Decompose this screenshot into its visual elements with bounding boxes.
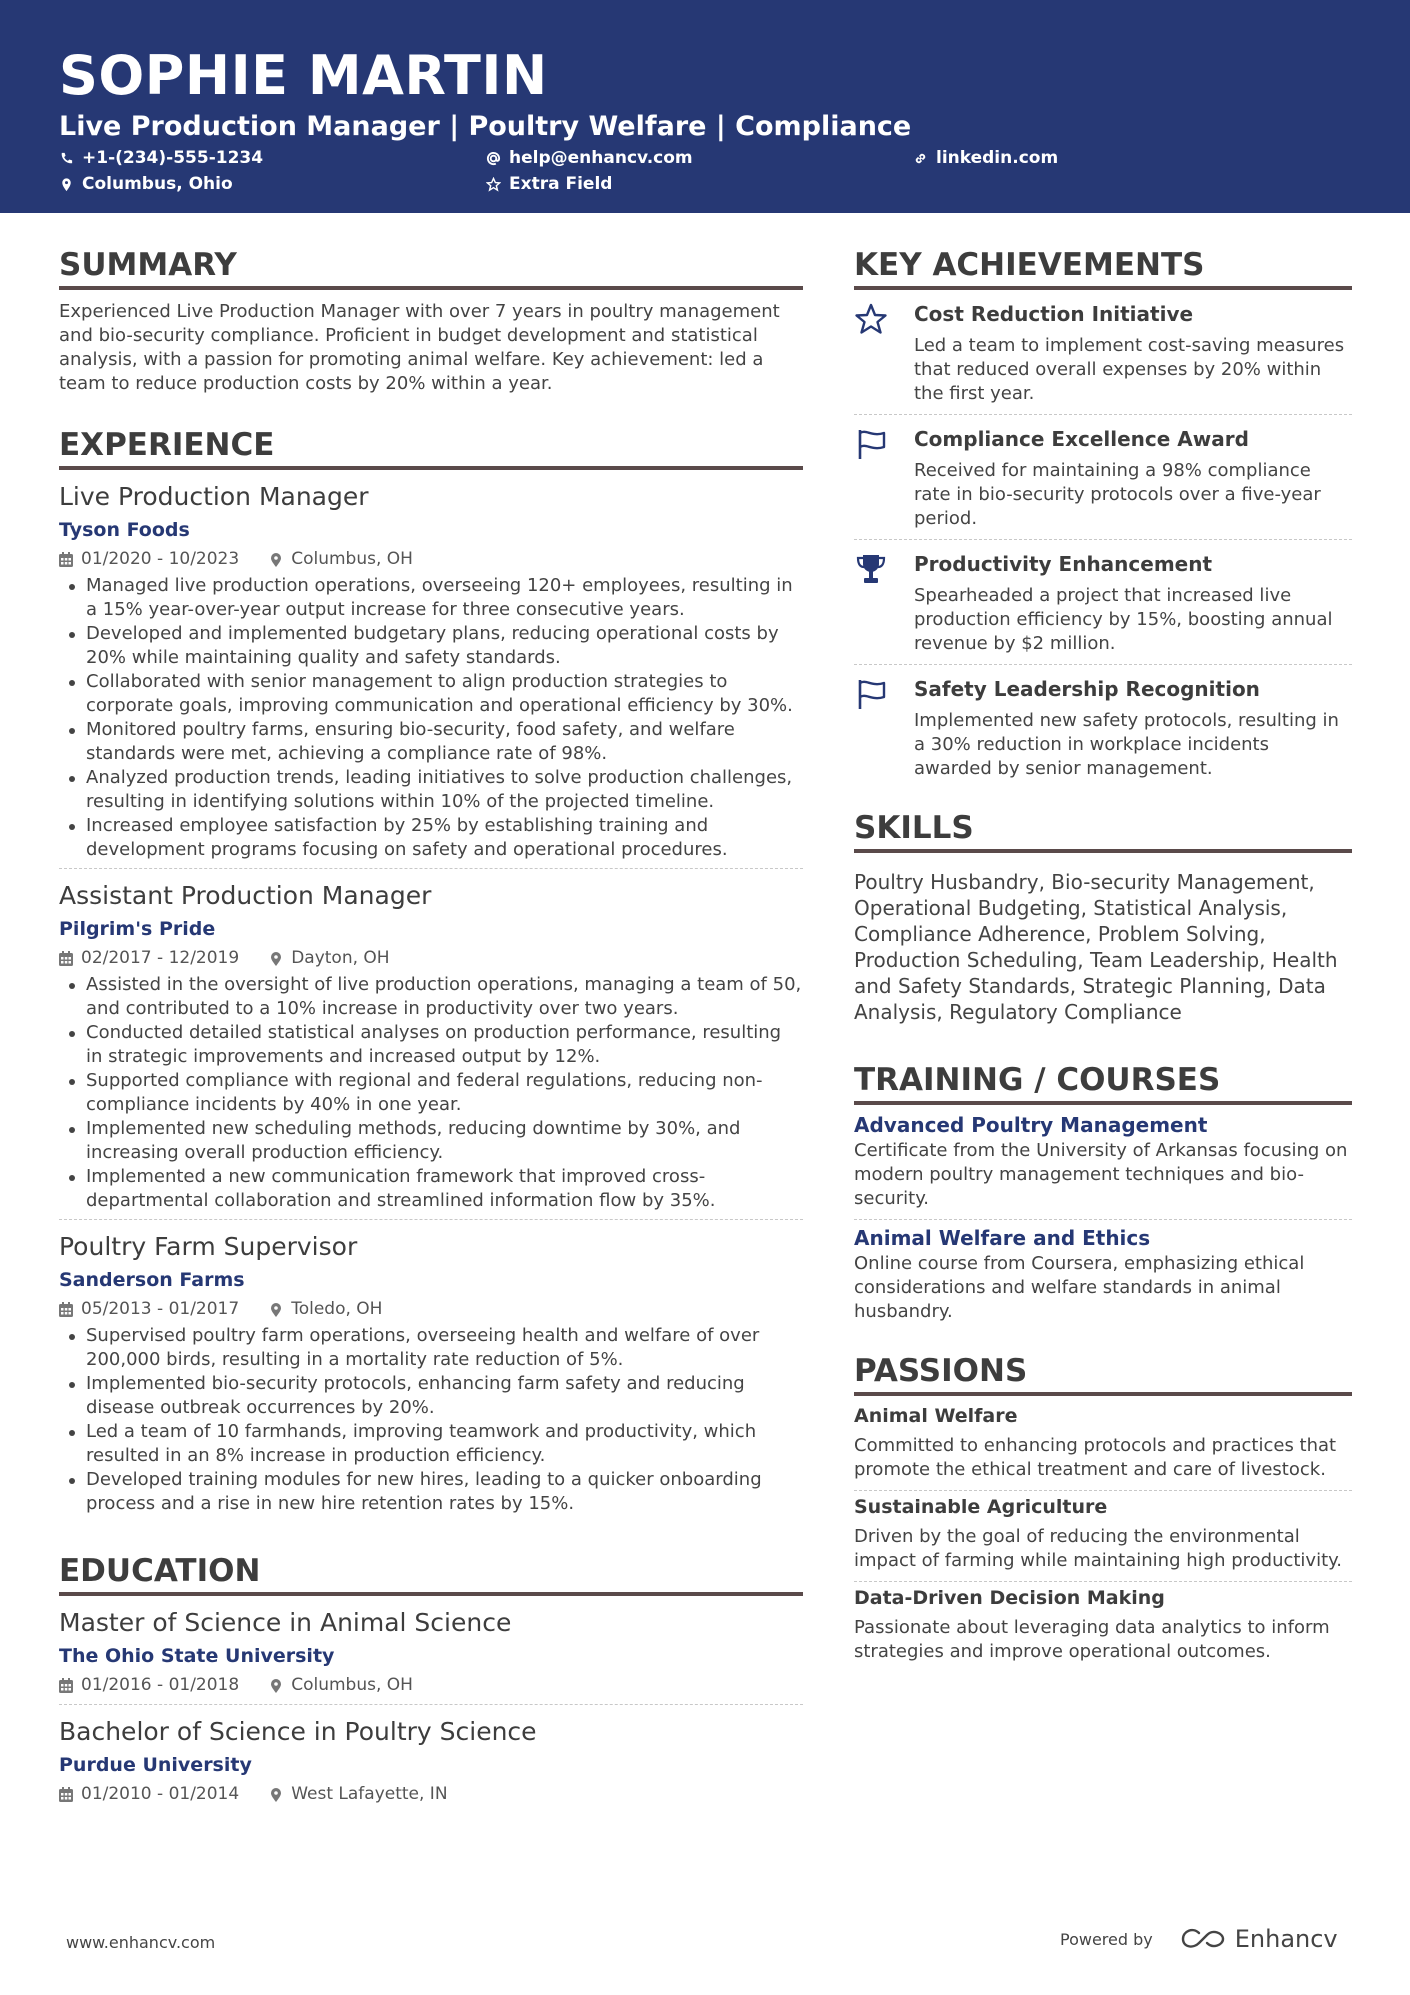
calendar-icon	[59, 1787, 73, 1802]
bullet-item: Assisted in the oversight of live production operations, managing a team of 50, and contributed to a 10% increase in productivity over two years.	[59, 973, 803, 1021]
bullet-item: Increased employee satisfaction by 25% by establishing training and development programs focusing on safety and operational procedures.	[59, 814, 803, 862]
job-meta	[59, 546, 803, 572]
education-entry	[59, 1606, 803, 1705]
contact-email[interactable]	[486, 148, 693, 168]
job-bullets	[59, 574, 803, 862]
passion-item	[854, 1582, 1352, 1672]
achievement-desc: Received for maintaining a 98% compliance rate in bio-security protocols over a five-year period.	[914, 460, 1321, 529]
candidate-name: SOPHIE MARTIN	[59, 44, 548, 107]
extra-text: Extra Field	[509, 174, 613, 194]
achievement-item	[854, 290, 1352, 415]
achievement-icon-wrap	[854, 550, 914, 656]
achievement-item	[854, 415, 1352, 540]
enhancv-logo[interactable]	[1179, 1925, 1338, 1953]
achievement-title: Safety Leadership Recognition	[914, 677, 1260, 701]
contact-extra	[486, 174, 612, 194]
experience-entry	[59, 879, 803, 1220]
passions-heading: PASSIONS	[854, 1352, 1352, 1396]
location-pin-icon	[59, 177, 74, 192]
achievement-icon-wrap	[854, 675, 914, 781]
right-column	[854, 246, 1352, 1672]
header-banner	[0, 0, 1410, 213]
calendar-icon	[59, 552, 73, 567]
achievements-heading: KEY ACHIEVEMENTS	[854, 246, 1352, 290]
passion-title: Sustainable Agriculture	[854, 1496, 1108, 1518]
bullet-item: Led a team of 10 farmhands, improving teamwork and productivity, which resulted in an 8% increase in production efficiency.	[59, 1420, 803, 1468]
education-dates	[59, 1781, 239, 1807]
job-location	[269, 945, 389, 971]
education-meta	[59, 1672, 803, 1698]
footer-branding	[1060, 1925, 1338, 1953]
achievement-desc: Led a team to implement cost-saving measures that reduced overall expenses by 20% within the first year.	[914, 335, 1345, 404]
linkedin-text: linkedin.com	[936, 148, 1059, 168]
bullet-item: Developed and implemented budgetary plans, reducing operational costs by 20% while maintaining quality and safety standards.	[59, 622, 803, 670]
calendar-icon	[59, 1678, 73, 1693]
phone-icon	[59, 151, 74, 166]
passion-desc: Passionate about leveraging data analytics to inform strategies and improve operational outcomes.	[854, 1617, 1330, 1662]
skills-heading: SKILLS	[854, 809, 1352, 853]
trophy-icon	[854, 552, 888, 586]
bullet-item: Supported compliance with regional and federal regulations, reducing non-compliance incidents by 40% in one year.	[59, 1069, 803, 1117]
degree-title: Master of Science in Animal Science	[59, 1608, 512, 1637]
job-location	[269, 546, 413, 572]
training-title: Advanced Poultry Management	[854, 1113, 1208, 1137]
achievement-title: Compliance Excellence Award	[914, 427, 1249, 451]
footer-website-link[interactable]: www.enhancv.com	[66, 1933, 216, 1952]
contact-linkedin[interactable]	[913, 148, 1058, 168]
training-heading: TRAINING / COURSES	[854, 1061, 1352, 1105]
education-location	[269, 1672, 413, 1698]
location-text: Toledo, OH	[291, 1299, 383, 1319]
company-name: Pilgrim's Pride	[59, 918, 216, 940]
achievement-icon-wrap	[854, 300, 914, 406]
bullet-item: Collaborated with senior management to align production strategies to corporate goals, improving communication and operational efficiency by 30%.	[59, 670, 803, 718]
achievement-body	[914, 425, 1352, 531]
training-desc: Online course from Coursera, emphasizing ethical considerations and welfare standards in animal husbandry.	[854, 1253, 1305, 1322]
training-title: Animal Welfare and Ethics	[854, 1226, 1151, 1250]
calendar-icon	[59, 1302, 73, 1317]
education-entry	[59, 1715, 803, 1813]
job-title: Assistant Production Manager	[59, 881, 432, 910]
location-pin-icon	[269, 1302, 283, 1317]
school-name: Purdue University	[59, 1754, 252, 1776]
summary-text: Experienced Live Production Manager with over 7 years in poultry management and bio-security compliance. Proficient in budget development and statistical analysis, with a passion for promoting animal welfare. Key achievement: led a team to reduce production costs by 20% within a year.	[59, 301, 780, 394]
passion-desc: Driven by the goal of reducing the environmental impact of farming while maintaining high productivity.	[854, 1526, 1342, 1571]
training-desc: Certificate from the University of Arkansas focusing on modern poultry management techniques and bio-security.	[854, 1140, 1348, 1209]
bullet-item: Implemented bio-security protocols, enhancing farm safety and reducing disease outbreak occurrences by 20%.	[59, 1372, 803, 1420]
location-pin-icon	[269, 552, 283, 567]
job-bullets	[59, 973, 803, 1213]
job-dates	[59, 546, 239, 572]
passion-item	[854, 1400, 1352, 1491]
achievement-desc: Implemented new safety protocols, resulting in a 30% reduction in workplace incidents awarded by senior management.	[914, 710, 1339, 779]
achievement-item	[854, 665, 1352, 789]
dates-text: 01/2010 - 01/2014	[81, 1784, 240, 1804]
job-title: Live Production Manager	[59, 482, 369, 511]
passion-item	[854, 1491, 1352, 1582]
email-text: help@enhancv.com	[509, 148, 693, 168]
company-name: Sanderson Farms	[59, 1269, 245, 1291]
bullet-item: Conducted detailed statistical analyses on production performance, resulting in strategic improvements and increased output by 12%.	[59, 1021, 803, 1069]
achievement-desc: Spearheaded a project that increased live production efficiency by 15%, boosting annual revenue by $2 million.	[914, 585, 1333, 654]
passion-desc: Committed to enhancing protocols and practices that promote the ethical treatment and care of livestock.	[854, 1435, 1337, 1480]
education-dates	[59, 1672, 239, 1698]
achievement-body	[914, 675, 1352, 781]
contact-location	[59, 174, 233, 194]
location-text: West Lafayette, IN	[291, 1784, 448, 1804]
brand-name: Enhancv	[1234, 1925, 1338, 1953]
bullet-item: Managed live production operations, overseeing 120+ employees, resulting in a 15% year-over-year output increase for three consecutive years.	[59, 574, 803, 622]
degree-title: Bachelor of Science in Poultry Science	[59, 1717, 537, 1746]
education-heading: EDUCATION	[59, 1552, 803, 1596]
job-title: Poultry Farm Supervisor	[59, 1232, 358, 1261]
location-text: Columbus, Ohio	[82, 174, 233, 194]
job-meta	[59, 1296, 803, 1322]
skills-list: Poultry Husbandry, Bio-security Management, Operational Budgeting, Statistical Analysis, Compliance Adherence, Problem Solving, Production Scheduling, Team Leadership, Health and Safety Standards, Strategic Planning, Data Analysis, Regulatory Compliance	[854, 870, 1338, 1024]
flag-icon	[854, 677, 888, 711]
achievement-item	[854, 540, 1352, 665]
summary-heading: SUMMARY	[59, 246, 803, 290]
job-bullets	[59, 1324, 803, 1516]
bullet-item: Implemented a new communication framework that improved cross-departmental collaboration and streamlined information flow by 35%.	[59, 1165, 803, 1213]
training-item	[854, 1107, 1352, 1220]
company-name: Tyson Foods	[59, 519, 190, 541]
dates-text: 02/2017 - 12/2019	[81, 948, 240, 968]
bullet-item: Implemented new scheduling methods, reducing downtime by 30%, and increasing overall production efficiency.	[59, 1117, 803, 1165]
powered-by-label: Powered by	[1060, 1929, 1153, 1949]
bullet-item: Analyzed production trends, leading initiatives to solve production challenges, resulting in identifying solutions within 10% of the projected timeline.	[59, 766, 803, 814]
candidate-role: Live Production Manager | Poultry Welfare | Compliance	[59, 111, 912, 142]
left-column	[59, 246, 803, 1823]
passion-title: Data-Driven Decision Making	[854, 1587, 1165, 1609]
star-icon	[854, 302, 888, 336]
location-text: Dayton, OH	[291, 948, 390, 968]
education-meta	[59, 1781, 803, 1807]
experience-entry	[59, 1230, 803, 1522]
location-text: Columbus, OH	[291, 1675, 413, 1695]
achievement-title: Productivity Enhancement	[914, 552, 1213, 576]
calendar-icon	[59, 951, 73, 966]
training-item	[854, 1220, 1352, 1332]
experience-entry	[59, 480, 803, 869]
location-pin-icon	[269, 1678, 283, 1693]
job-dates	[59, 945, 239, 971]
achievement-body	[914, 550, 1352, 656]
job-dates	[59, 1296, 239, 1322]
achievement-icon-wrap	[854, 425, 914, 531]
bullet-item: Monitored poultry farms, ensuring bio-security, food safety, and welfare standards were met, achieving a compliance rate of 98%.	[59, 718, 803, 766]
contact-phone[interactable]	[59, 148, 263, 168]
dates-text: 05/2013 - 01/2017	[81, 1299, 240, 1319]
school-name: The Ohio State University	[59, 1645, 335, 1667]
education-location	[269, 1781, 447, 1807]
bullet-item: Supervised poultry farm operations, overseeing health and welfare of over 200,000 birds, resulting in a mortality rate reduction of 5%.	[59, 1324, 803, 1372]
flag-icon	[854, 427, 888, 461]
location-pin-icon	[269, 951, 283, 966]
enhancv-logo-icon	[1179, 1927, 1227, 1951]
achievement-title: Cost Reduction Initiative	[914, 302, 1194, 326]
job-meta	[59, 945, 803, 971]
bullet-item: Developed training modules for new hires, leading to a quicker onboarding process and a rise in new hire retention rates by 15%.	[59, 1468, 803, 1516]
dates-text: 01/2016 - 01/2018	[81, 1675, 240, 1695]
location-pin-icon	[269, 1787, 283, 1802]
passion-title: Animal Welfare	[854, 1405, 1018, 1427]
link-icon	[913, 151, 928, 166]
dates-text: 01/2020 - 10/2023	[81, 549, 240, 569]
job-location	[269, 1296, 382, 1322]
achievement-body	[914, 300, 1352, 406]
experience-heading: EXPERIENCE	[59, 426, 803, 470]
star-icon	[486, 177, 501, 192]
at-icon	[486, 151, 501, 166]
phone-text: +1-(234)-555-1234	[82, 148, 264, 168]
location-text: Columbus, OH	[291, 549, 413, 569]
